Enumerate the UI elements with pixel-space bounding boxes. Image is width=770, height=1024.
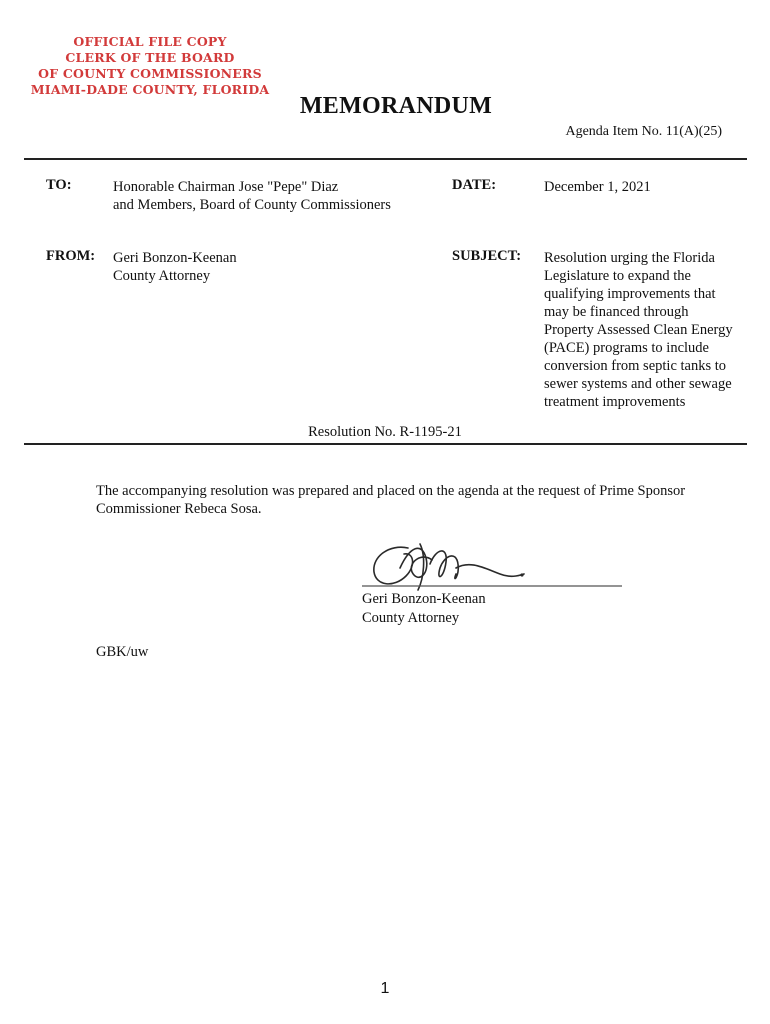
subject-line: Resolution urging the Florida bbox=[544, 250, 715, 266]
to-recipient bbox=[113, 178, 391, 214]
subject-line: may be financed through bbox=[544, 304, 689, 320]
to-line: and Members, Board of County Commissioners bbox=[113, 197, 391, 213]
agenda-item-number: Agenda Item No. 11(A)(25) bbox=[565, 124, 722, 139]
memo-title: MEMORANDUM bbox=[299, 93, 493, 119]
date-label: DATE: bbox=[452, 177, 497, 193]
handwritten-signature bbox=[360, 538, 630, 594]
to-line: Honorable Chairman Jose "Pepe" Diaz bbox=[113, 179, 339, 195]
from-line: County Attorney bbox=[113, 268, 211, 284]
body-line: Commissioner Rebeca Sosa. bbox=[96, 501, 262, 517]
top-divider bbox=[24, 158, 747, 160]
subject-line: treatment improvements bbox=[544, 394, 686, 410]
subject-line: qualifying improvements that bbox=[544, 286, 716, 302]
from-line: Geri Bonzon-Keenan bbox=[113, 250, 237, 266]
signature-block bbox=[362, 590, 486, 628]
subject-line: sewer systems and other sewage bbox=[544, 376, 732, 392]
page-number: 1 bbox=[380, 980, 390, 997]
body-paragraph bbox=[96, 482, 736, 518]
subject-text bbox=[544, 249, 749, 411]
to-label: TO: bbox=[46, 177, 72, 193]
official-file-copy-stamp bbox=[30, 34, 270, 98]
subject-line: (PACE) programs to include bbox=[544, 340, 709, 356]
body-line: The accompanying resolution was prepared and placed on the agenda at the request of Prime Sponsor bbox=[96, 483, 686, 499]
typist-initials: GBK/uw bbox=[96, 644, 149, 660]
stamp-line: MIAMI-DADE COUNTY, FLORIDA bbox=[30, 82, 270, 97]
resolution-number: Resolution No. R-1195-21 bbox=[308, 424, 462, 440]
stamp-line: OF COUNTY COMMISSIONERS bbox=[38, 66, 262, 81]
signer-title: County Attorney bbox=[362, 610, 460, 626]
stamp-line: CLERK OF THE BOARD bbox=[65, 50, 235, 65]
bottom-divider bbox=[24, 443, 747, 445]
date-value: December 1, 2021 bbox=[544, 179, 651, 195]
signer-name: Geri Bonzon-Keenan bbox=[362, 591, 486, 607]
subject-label: SUBJECT: bbox=[452, 248, 522, 264]
subject-line: conversion from septic tanks to bbox=[544, 358, 727, 374]
subject-line: Legislature to expand the bbox=[544, 268, 691, 284]
from-sender bbox=[113, 249, 237, 285]
subject-line: Property Assessed Clean Energy bbox=[544, 322, 733, 338]
from-label: FROM: bbox=[46, 248, 96, 264]
stamp-line: OFFICIAL FILE COPY bbox=[73, 34, 227, 49]
